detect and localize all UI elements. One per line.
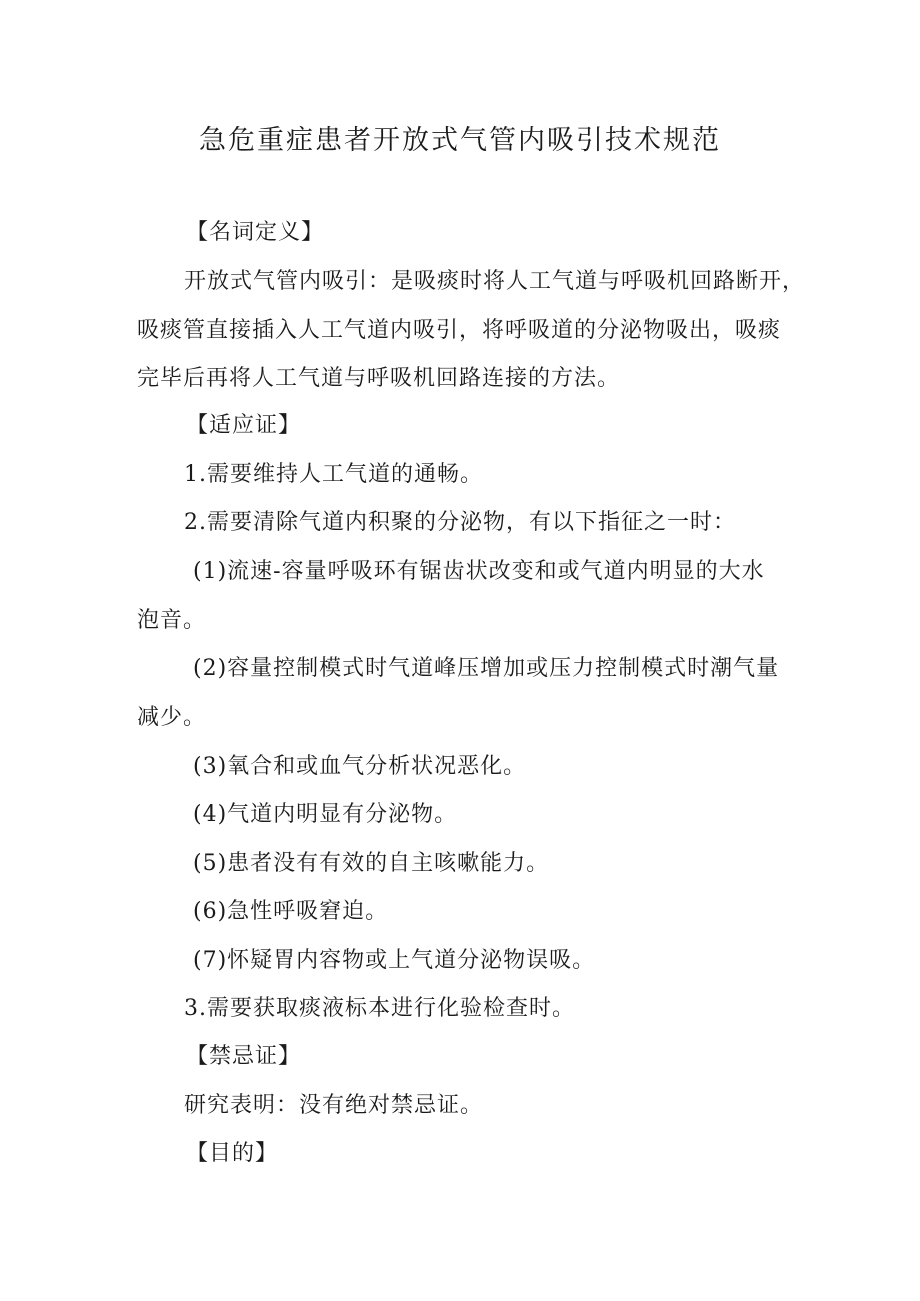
indication-item-1: 1.需要维持人工气道的通畅。: [184, 462, 483, 487]
indication-item-3: 3.需要获取痰液标本进行化验检查时。: [184, 996, 575, 1021]
contraindications-text: 研究表明：没有绝对禁忌证。: [184, 1093, 484, 1118]
section-heading-indications: 【适应证】: [186, 413, 302, 438]
definition-line-2: 吸痰管直接插入人工气道内吸引，将呼吸道的分泌物吸出，吸痰: [137, 318, 782, 343]
indication-sub-2-line-1: (2)容量控制模式时气道峰压增加或压力控制模式时潮气量: [193, 656, 780, 681]
indication-sub-3: (3)氧合和或血气分析状况恶化。: [193, 754, 527, 779]
indication-sub-2-line-2: 减少。: [137, 705, 207, 730]
indication-sub-6: (6)急性呼吸窘迫。: [193, 899, 389, 924]
indication-sub-1-line-1: (1)流速-容量呼吸环有锯齿状改变和或气道内明显的大水: [193, 559, 765, 584]
indication-sub-4: (4)气道内明显有分泌物。: [193, 802, 458, 827]
indication-sub-5: (5)患者没有有效的自主咳嗽能力。: [193, 851, 550, 876]
definition-line-3: 完毕后再将人工气道与呼吸机回路连接的方法。: [137, 366, 621, 391]
definition-line-1: 开放式气管内吸引：是吸痰时将人工气道与呼吸机回路断开，: [184, 269, 806, 294]
indication-sub-7: (7)怀疑胃内容物或上气道分泌物误吸。: [193, 948, 596, 973]
indication-item-2: 2.需要清除气道内积聚的分泌物，有以下指征之一时：: [184, 510, 736, 535]
section-heading-contraindications: 【禁忌证】: [186, 1044, 302, 1069]
indication-sub-1-line-2: 泡音。: [137, 608, 207, 633]
document-title: 急危重症患者开放式气管内吸引技术规范: [199, 125, 721, 156]
section-heading-purpose: 【目的】: [186, 1141, 279, 1166]
section-heading-definition: 【名词定义】: [186, 220, 325, 245]
